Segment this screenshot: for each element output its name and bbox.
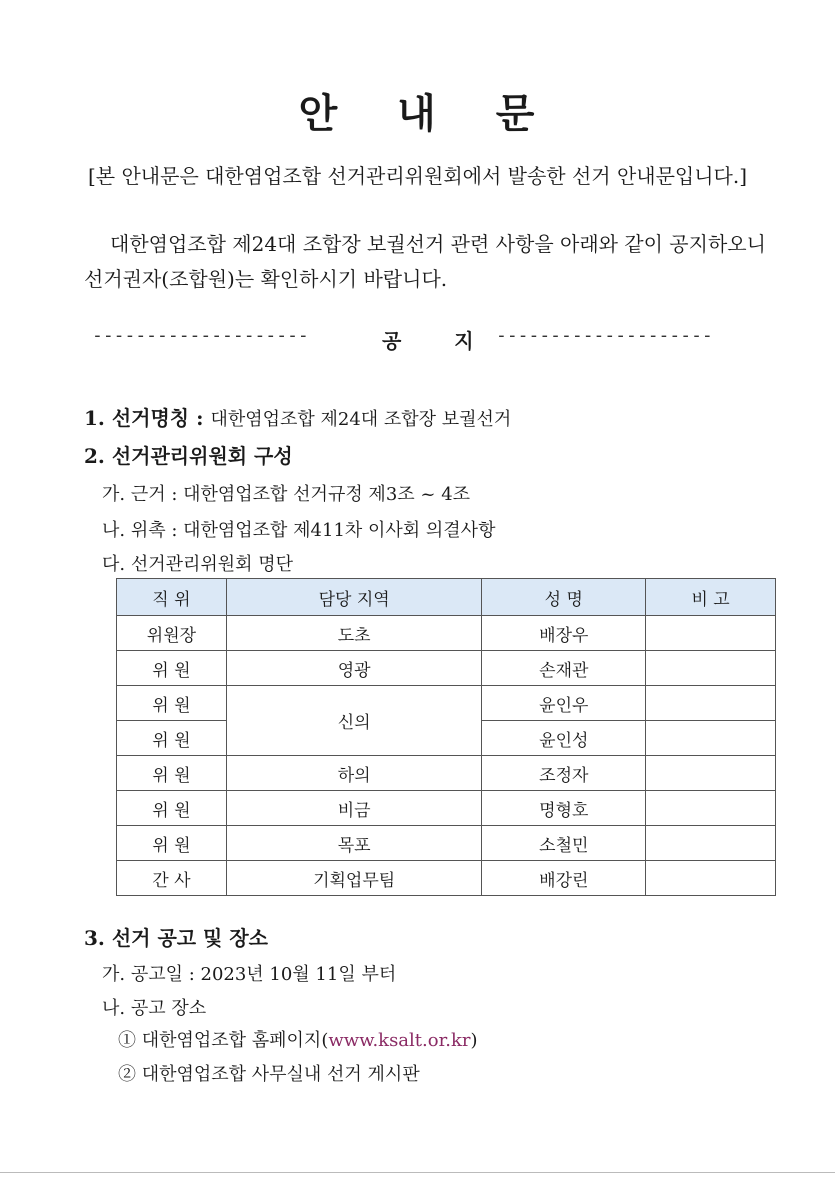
section-2-item-na: 나. 위촉 : 대한염업조합 제411차 이사회 의결사항 bbox=[102, 520, 496, 541]
place-bulletin-board: ② 대한염업조합 사무실내 선거 게시판 bbox=[118, 1064, 420, 1085]
section-1-heading bbox=[84, 402, 511, 431]
header-note: 비 고 bbox=[646, 579, 776, 616]
divider-title: 공 지 bbox=[382, 329, 474, 353]
table-row bbox=[117, 791, 776, 826]
header-region: 담당 지역 bbox=[226, 579, 482, 616]
section-2-item-da: 다. 선거관리위원회 명단 bbox=[102, 554, 294, 575]
section-2-item-ga: 가. 근거 : 대한염업조합 선거규정 제3조 ~ 4조 bbox=[102, 484, 471, 505]
cell-note bbox=[646, 791, 776, 826]
cell-note bbox=[646, 826, 776, 861]
cell-name: 조정자 bbox=[482, 756, 646, 791]
place-homepage-prefix: ① 대한염업조합 홈페이지( bbox=[118, 1030, 329, 1051]
cell-position: 간 사 bbox=[117, 861, 227, 896]
cell-note bbox=[646, 686, 776, 721]
cell-name: 손재관 bbox=[482, 651, 646, 686]
cell-name: 명형호 bbox=[482, 791, 646, 826]
page-bottom-rule bbox=[0, 1172, 835, 1173]
cell-name: 윤인성 bbox=[482, 721, 646, 756]
cell-note bbox=[646, 861, 776, 896]
cell-position: 위 원 bbox=[117, 721, 227, 756]
intro-line-2: 선거권자(조합원)는 확인하시기 바랍니다. bbox=[84, 267, 448, 291]
cell-region: 기획업무팀 bbox=[226, 861, 482, 896]
cell-position: 위 원 bbox=[117, 686, 227, 721]
section-2-heading: 2. 선거관리위원회 구성 bbox=[84, 444, 293, 468]
cell-position: 위 원 bbox=[117, 651, 227, 686]
divider-left: -------------------- bbox=[92, 325, 309, 346]
cell-position: 위 원 bbox=[117, 756, 227, 791]
cell-note bbox=[646, 651, 776, 686]
cell-note bbox=[646, 721, 776, 756]
cell-region: 도초 bbox=[226, 616, 482, 651]
section-1-value: 대한염업조합 제24대 조합장 보궐선거 bbox=[210, 409, 512, 430]
table-row bbox=[117, 686, 776, 721]
cell-region: 하의 bbox=[226, 756, 482, 791]
cell-position: 위 원 bbox=[117, 826, 227, 861]
table-row bbox=[117, 651, 776, 686]
cell-region: 비금 bbox=[226, 791, 482, 826]
place-homepage-suffix: ) bbox=[470, 1030, 478, 1051]
cell-name: 배강린 bbox=[482, 861, 646, 896]
table-row bbox=[117, 861, 776, 896]
section-3-heading: 3. 선거 공고 및 장소 bbox=[84, 926, 268, 950]
place-homepage bbox=[118, 1026, 477, 1052]
section-3-item-ga: 가. 공고일 : 2023년 10월 11일 부터 bbox=[102, 964, 397, 985]
header-position: 직 위 bbox=[117, 579, 227, 616]
table-row bbox=[117, 616, 776, 651]
cell-region: 목포 bbox=[226, 826, 482, 861]
cell-note bbox=[646, 616, 776, 651]
notice-line: [본 안내문은 대한염업조합 선거관리위원회에서 발송한 선거 안내문입니다.] bbox=[88, 164, 748, 188]
cell-name: 윤인우 bbox=[482, 686, 646, 721]
table-header-row bbox=[117, 579, 776, 616]
intro-line-1: 대한염업조합 제24대 조합장 보궐선거 관련 사항을 아래와 같이 공지하오니 bbox=[110, 232, 766, 256]
cell-name: 배장우 bbox=[482, 616, 646, 651]
section-3-item-na: 나. 공고 장소 bbox=[102, 998, 207, 1019]
section-1-label: 1. 선거명칭 : bbox=[84, 406, 204, 430]
cell-region: 영광 bbox=[226, 651, 482, 686]
document-title: 안 내 문 bbox=[298, 91, 537, 137]
header-name: 성 명 bbox=[482, 579, 646, 616]
divider-right: -------------------- bbox=[496, 325, 713, 346]
cell-name: 소철민 bbox=[482, 826, 646, 861]
homepage-link[interactable]: www.ksalt.or.kr bbox=[328, 1030, 471, 1051]
cell-region: 신의 bbox=[226, 686, 482, 756]
cell-position: 위원장 bbox=[117, 616, 227, 651]
cell-note bbox=[646, 756, 776, 791]
cell-position: 위 원 bbox=[117, 791, 227, 826]
table-row bbox=[117, 756, 776, 791]
table-row bbox=[117, 826, 776, 861]
committee-table bbox=[116, 578, 776, 896]
